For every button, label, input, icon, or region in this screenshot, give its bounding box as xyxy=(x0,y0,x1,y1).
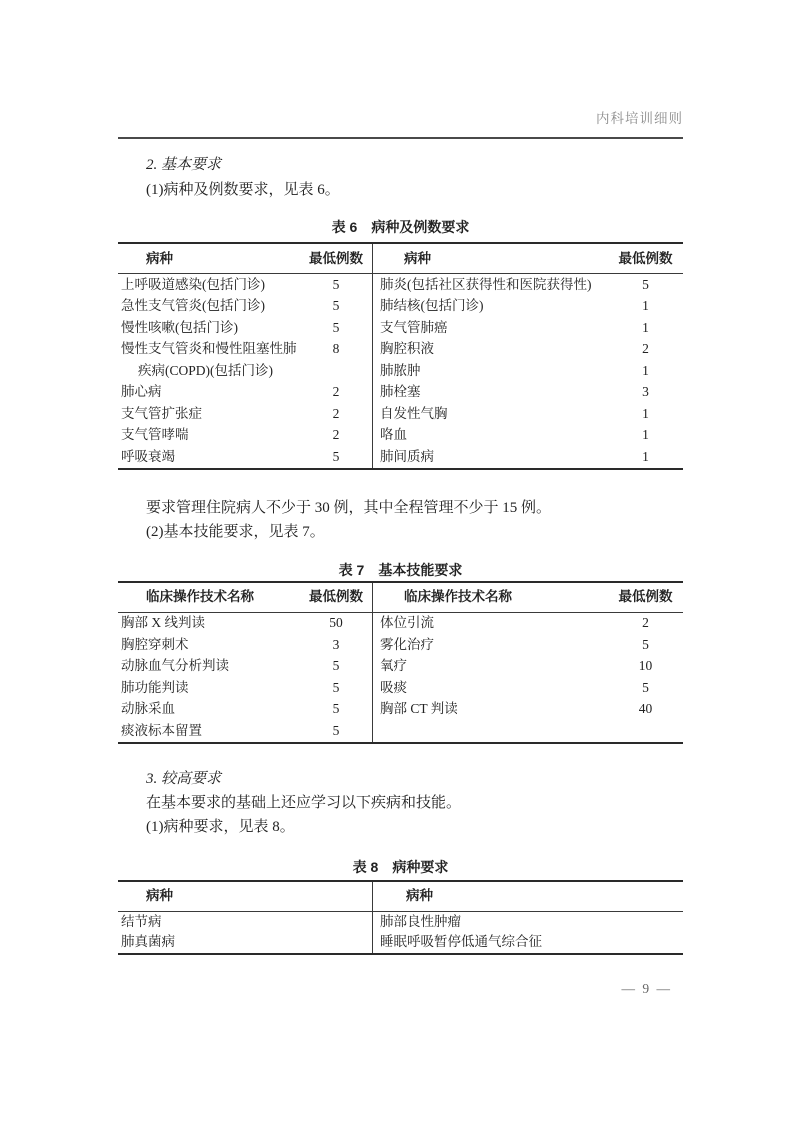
item-name-cell: 胸部 CT 判读 xyxy=(380,701,458,717)
table-column-divider xyxy=(372,583,373,742)
min-cases-cell: 1 xyxy=(642,362,649,378)
page-number: — 9 — xyxy=(621,980,672,996)
column-header-name: 临床操作技术名称 xyxy=(404,589,512,604)
item-name-cell: 肺炎(包括社区获得性和医院获得性) xyxy=(380,276,592,292)
table-row xyxy=(118,613,683,635)
table-row xyxy=(118,403,683,425)
min-cases-cell: 1 xyxy=(642,298,649,314)
section-heading-basic-requirements: 2. 基本要求 xyxy=(146,157,222,173)
running-header: 内科培训细则 xyxy=(596,111,683,126)
min-cases-cell: 5 xyxy=(642,276,649,292)
table-row xyxy=(118,634,683,656)
item-name-cell: 吸痰 xyxy=(380,679,407,695)
table-row xyxy=(118,339,683,361)
table-7-basic-skills xyxy=(118,581,683,744)
min-cases-cell: 2 xyxy=(642,341,649,357)
item-name-cell: 肺功能判读 xyxy=(121,679,189,695)
item-name-cell: 肺真菌病 xyxy=(121,934,175,950)
item-name-cell: 胸部 X 线判读 xyxy=(121,615,205,631)
table-header-row xyxy=(118,583,683,613)
table-row xyxy=(118,317,683,339)
column-header-name: 病种 xyxy=(146,250,173,266)
table-header-row xyxy=(118,244,683,274)
item-name-cell: 睡眠呼吸暂停低通气综合征 xyxy=(380,934,542,950)
min-cases-cell: 10 xyxy=(638,658,653,674)
table-row xyxy=(118,656,683,678)
column-header-min-cases: 最低例数 xyxy=(618,250,673,266)
min-cases-cell: 2 xyxy=(642,615,649,631)
item-name-cell: 上呼吸道感染(包括门诊) xyxy=(121,276,265,292)
table-6-disease-min-cases xyxy=(118,242,683,470)
item-name-cell: 肺栓塞 xyxy=(380,384,421,400)
min-cases-cell: 3 xyxy=(332,636,340,652)
min-cases-cell: 1 xyxy=(642,405,649,421)
column-header-min-cases: 最低例数 xyxy=(309,589,363,604)
column-header-min-cases: 最低例数 xyxy=(618,589,673,604)
item-name-cell: 咯血 xyxy=(380,427,407,443)
min-cases-cell: 5 xyxy=(332,679,340,695)
item-name-cell: 动脉血气分析判读 xyxy=(121,658,229,674)
column-header-name: 病种 xyxy=(406,888,433,903)
min-cases-cell: 2 xyxy=(332,384,340,400)
table-8-caption: 表 8 病种要求 xyxy=(352,858,449,875)
table-row xyxy=(118,677,683,699)
paragraph-higher-requirement-note: 在基本要求的基础上还应学习以下疾病和技能。 xyxy=(146,794,462,811)
table-header-row xyxy=(118,882,683,912)
min-cases-cell: 5 xyxy=(332,276,340,292)
min-cases-cell: 1 xyxy=(642,319,649,335)
item-name-cell: 支气管肺癌 xyxy=(380,319,448,335)
item-name-cell: 肺部良性肿瘤 xyxy=(380,913,461,929)
min-cases-cell: 5 xyxy=(332,298,340,314)
min-cases-cell: 5 xyxy=(332,319,340,335)
item-name-cell: 氧疗 xyxy=(380,658,407,674)
section-heading-higher-requirements: 3. 较高要求 xyxy=(146,770,222,787)
item-name-cell: 急性支气管炎(包括门诊) xyxy=(121,298,265,314)
min-cases-cell: 5 xyxy=(332,658,340,674)
table-row xyxy=(118,296,683,318)
paragraph-inpatient-management-note: 要求管理住院病人不少于 30 例，其中全程管理不少于 15 例。 xyxy=(146,499,552,516)
item-name-cell: 呼吸衰竭 xyxy=(121,448,175,464)
item-name-cell: 动脉采血 xyxy=(121,701,175,717)
min-cases-cell: 1 xyxy=(642,427,649,443)
item-name-cell: 肺结核(包括门诊) xyxy=(380,298,484,314)
item-name-cell: 胸腔穿刺术 xyxy=(121,636,189,652)
table-column-divider xyxy=(372,244,373,468)
item-name-cell: 体位引流 xyxy=(380,615,434,631)
table-row xyxy=(118,274,683,296)
min-cases-cell: 5 xyxy=(332,722,340,738)
paragraph-disease-requirement: (1)病种要求，见表 8。 xyxy=(146,818,295,835)
item-name-cell: 肺脓肿 xyxy=(380,362,421,378)
header-rule xyxy=(118,137,683,139)
item-name-cell: 肺心病 xyxy=(121,384,162,400)
min-cases-cell: 2 xyxy=(332,427,340,443)
table-8-diseases xyxy=(118,880,683,955)
table-row xyxy=(118,382,683,404)
min-cases-cell: 1 xyxy=(642,448,649,464)
table-6-caption: 表 6 病种及例数要求 xyxy=(331,219,470,235)
item-name-cell: 慢性支气管炎和慢性阻塞性肺 xyxy=(121,341,297,357)
min-cases-cell: 8 xyxy=(332,341,340,357)
table-row xyxy=(118,932,683,953)
column-header-name: 临床操作技术名称 xyxy=(146,589,254,604)
table-row xyxy=(118,699,683,721)
item-name-cell: 肺间质病 xyxy=(380,448,434,464)
page-content xyxy=(118,0,683,998)
table-row xyxy=(118,425,683,447)
column-header-min-cases: 最低例数 xyxy=(309,250,363,266)
table-row xyxy=(118,446,683,468)
table-row xyxy=(118,360,683,382)
item-name-cell: 结节病 xyxy=(121,913,162,929)
item-name-cell: 自发性气胸 xyxy=(380,405,448,421)
min-cases-cell: 5 xyxy=(642,679,649,695)
column-header-name: 病种 xyxy=(404,250,431,266)
item-name-cell: 痰液标本留置 xyxy=(121,722,202,738)
paragraph-disease-case-requirement: (1)病种及例数要求，见表 6。 xyxy=(146,182,340,198)
min-cases-cell: 40 xyxy=(638,701,653,717)
item-name-cell: 支气管哮喘 xyxy=(121,427,189,443)
min-cases-cell: 2 xyxy=(332,405,340,421)
table-row xyxy=(118,720,683,742)
item-name-cell: 胸腔积液 xyxy=(380,341,434,357)
paragraph-basic-skill-requirement: (2)基本技能要求，见表 7。 xyxy=(146,523,325,540)
item-name-cell: 疾病(COPD)(包括门诊) xyxy=(138,362,273,378)
item-name-cell: 雾化治疗 xyxy=(380,636,434,652)
item-name-cell: 支气管扩张症 xyxy=(121,405,202,421)
table-row xyxy=(118,912,683,933)
column-header-name: 病种 xyxy=(146,888,173,903)
min-cases-cell: 3 xyxy=(642,384,649,400)
min-cases-cell: 5 xyxy=(332,448,340,464)
min-cases-cell: 50 xyxy=(329,615,343,631)
table-7-caption: 表 7 基本技能要求 xyxy=(338,561,463,578)
table-column-divider xyxy=(372,882,373,953)
min-cases-cell: 5 xyxy=(642,636,649,652)
min-cases-cell: 5 xyxy=(332,701,340,717)
item-name-cell: 慢性咳嗽(包括门诊) xyxy=(121,319,238,335)
